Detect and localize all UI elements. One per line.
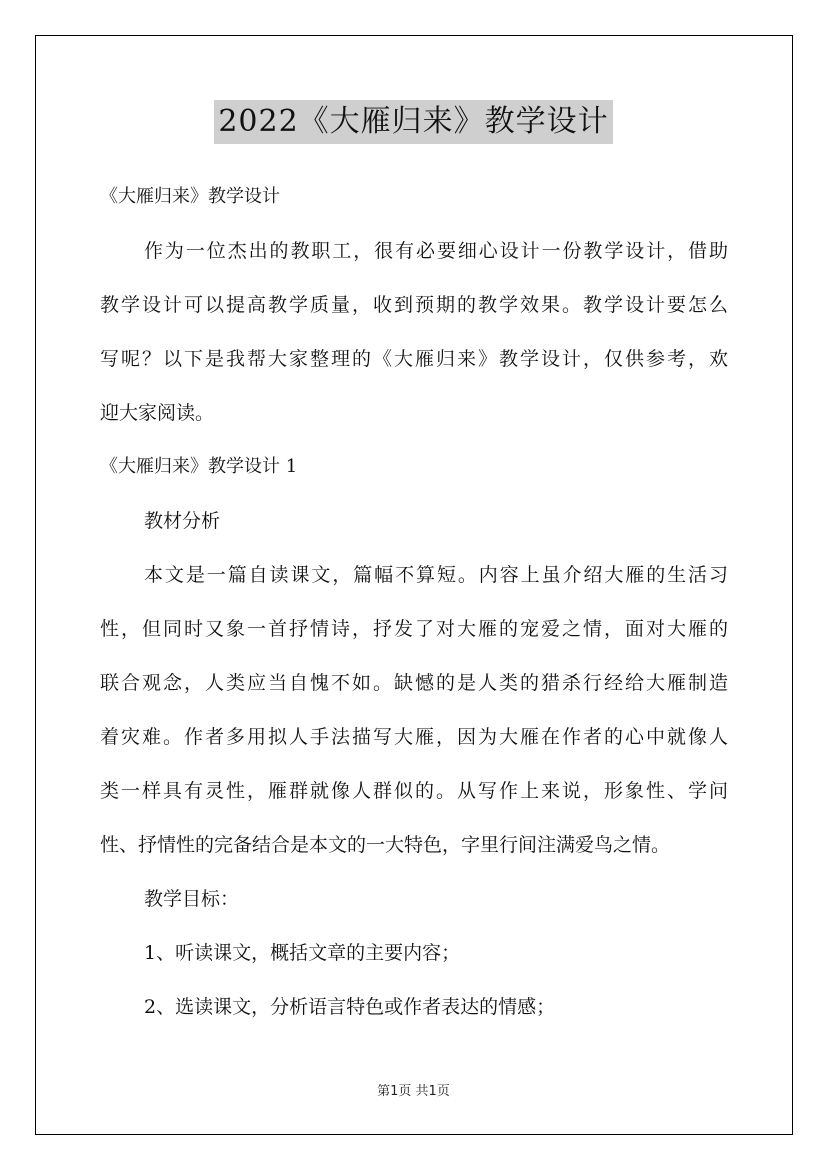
paragraph-line: 本文是一篇自读课文，篇幅不算短。内容上虽介绍大雁的生活习	[144, 564, 728, 586]
subsection-heading: 教材分析	[144, 510, 221, 532]
doc-subtitle: 《大雁归来》教学设计	[100, 186, 280, 207]
paragraph-line: 性，但同时又象一首抒情诗，抒发了对大雁的宠爱之情，面对大雁的	[100, 618, 728, 640]
paragraph-line: 写呢？以下是我帮大家整理的《大雁归来》教学设计，仅供参考，欢	[100, 348, 728, 370]
paragraph-line: 作为一位杰出的教职工，很有必要细心设计一份教学设计，借助	[144, 240, 728, 262]
paragraph-line: 类一样具有灵性，雁群就像人群似的。从写作上来说，形象性、学问	[100, 780, 728, 802]
page-footer	[0, 1082, 827, 1102]
title-area	[0, 100, 827, 144]
paragraph-line: 着灾难。作者多用拟人手法描写大雁，因为大雁在作者的心中就像人	[100, 726, 728, 748]
paragraph-line: 联合观念，人类应当自愧不如。缺憾的是人类的猎杀行经给大雁制造	[100, 672, 728, 694]
document-body	[100, 170, 728, 1034]
paragraph-line: 性、抒情性的完备结合是本文的一大特色，字里行间注满爱鸟之情。	[100, 834, 671, 856]
page-number: 第1页 共1页	[377, 1084, 450, 1099]
list-item: 2、选读课文，分析语言特色或作者表达的情感；	[144, 996, 556, 1018]
paragraph-line: 教学设计可以提高教学质量，收到预期的教学效果。教学设计要怎么	[100, 294, 728, 316]
list-item: 1、听读课文，概括文章的主要内容；	[144, 942, 461, 964]
document-title: 2022《大雁归来》教学设计	[214, 100, 612, 144]
subsection-heading: 教学目标：	[144, 888, 240, 910]
section-heading: 《大雁归来》教学设计 1	[100, 456, 298, 477]
paragraph-line: 迎大家阅读。	[100, 402, 215, 424]
